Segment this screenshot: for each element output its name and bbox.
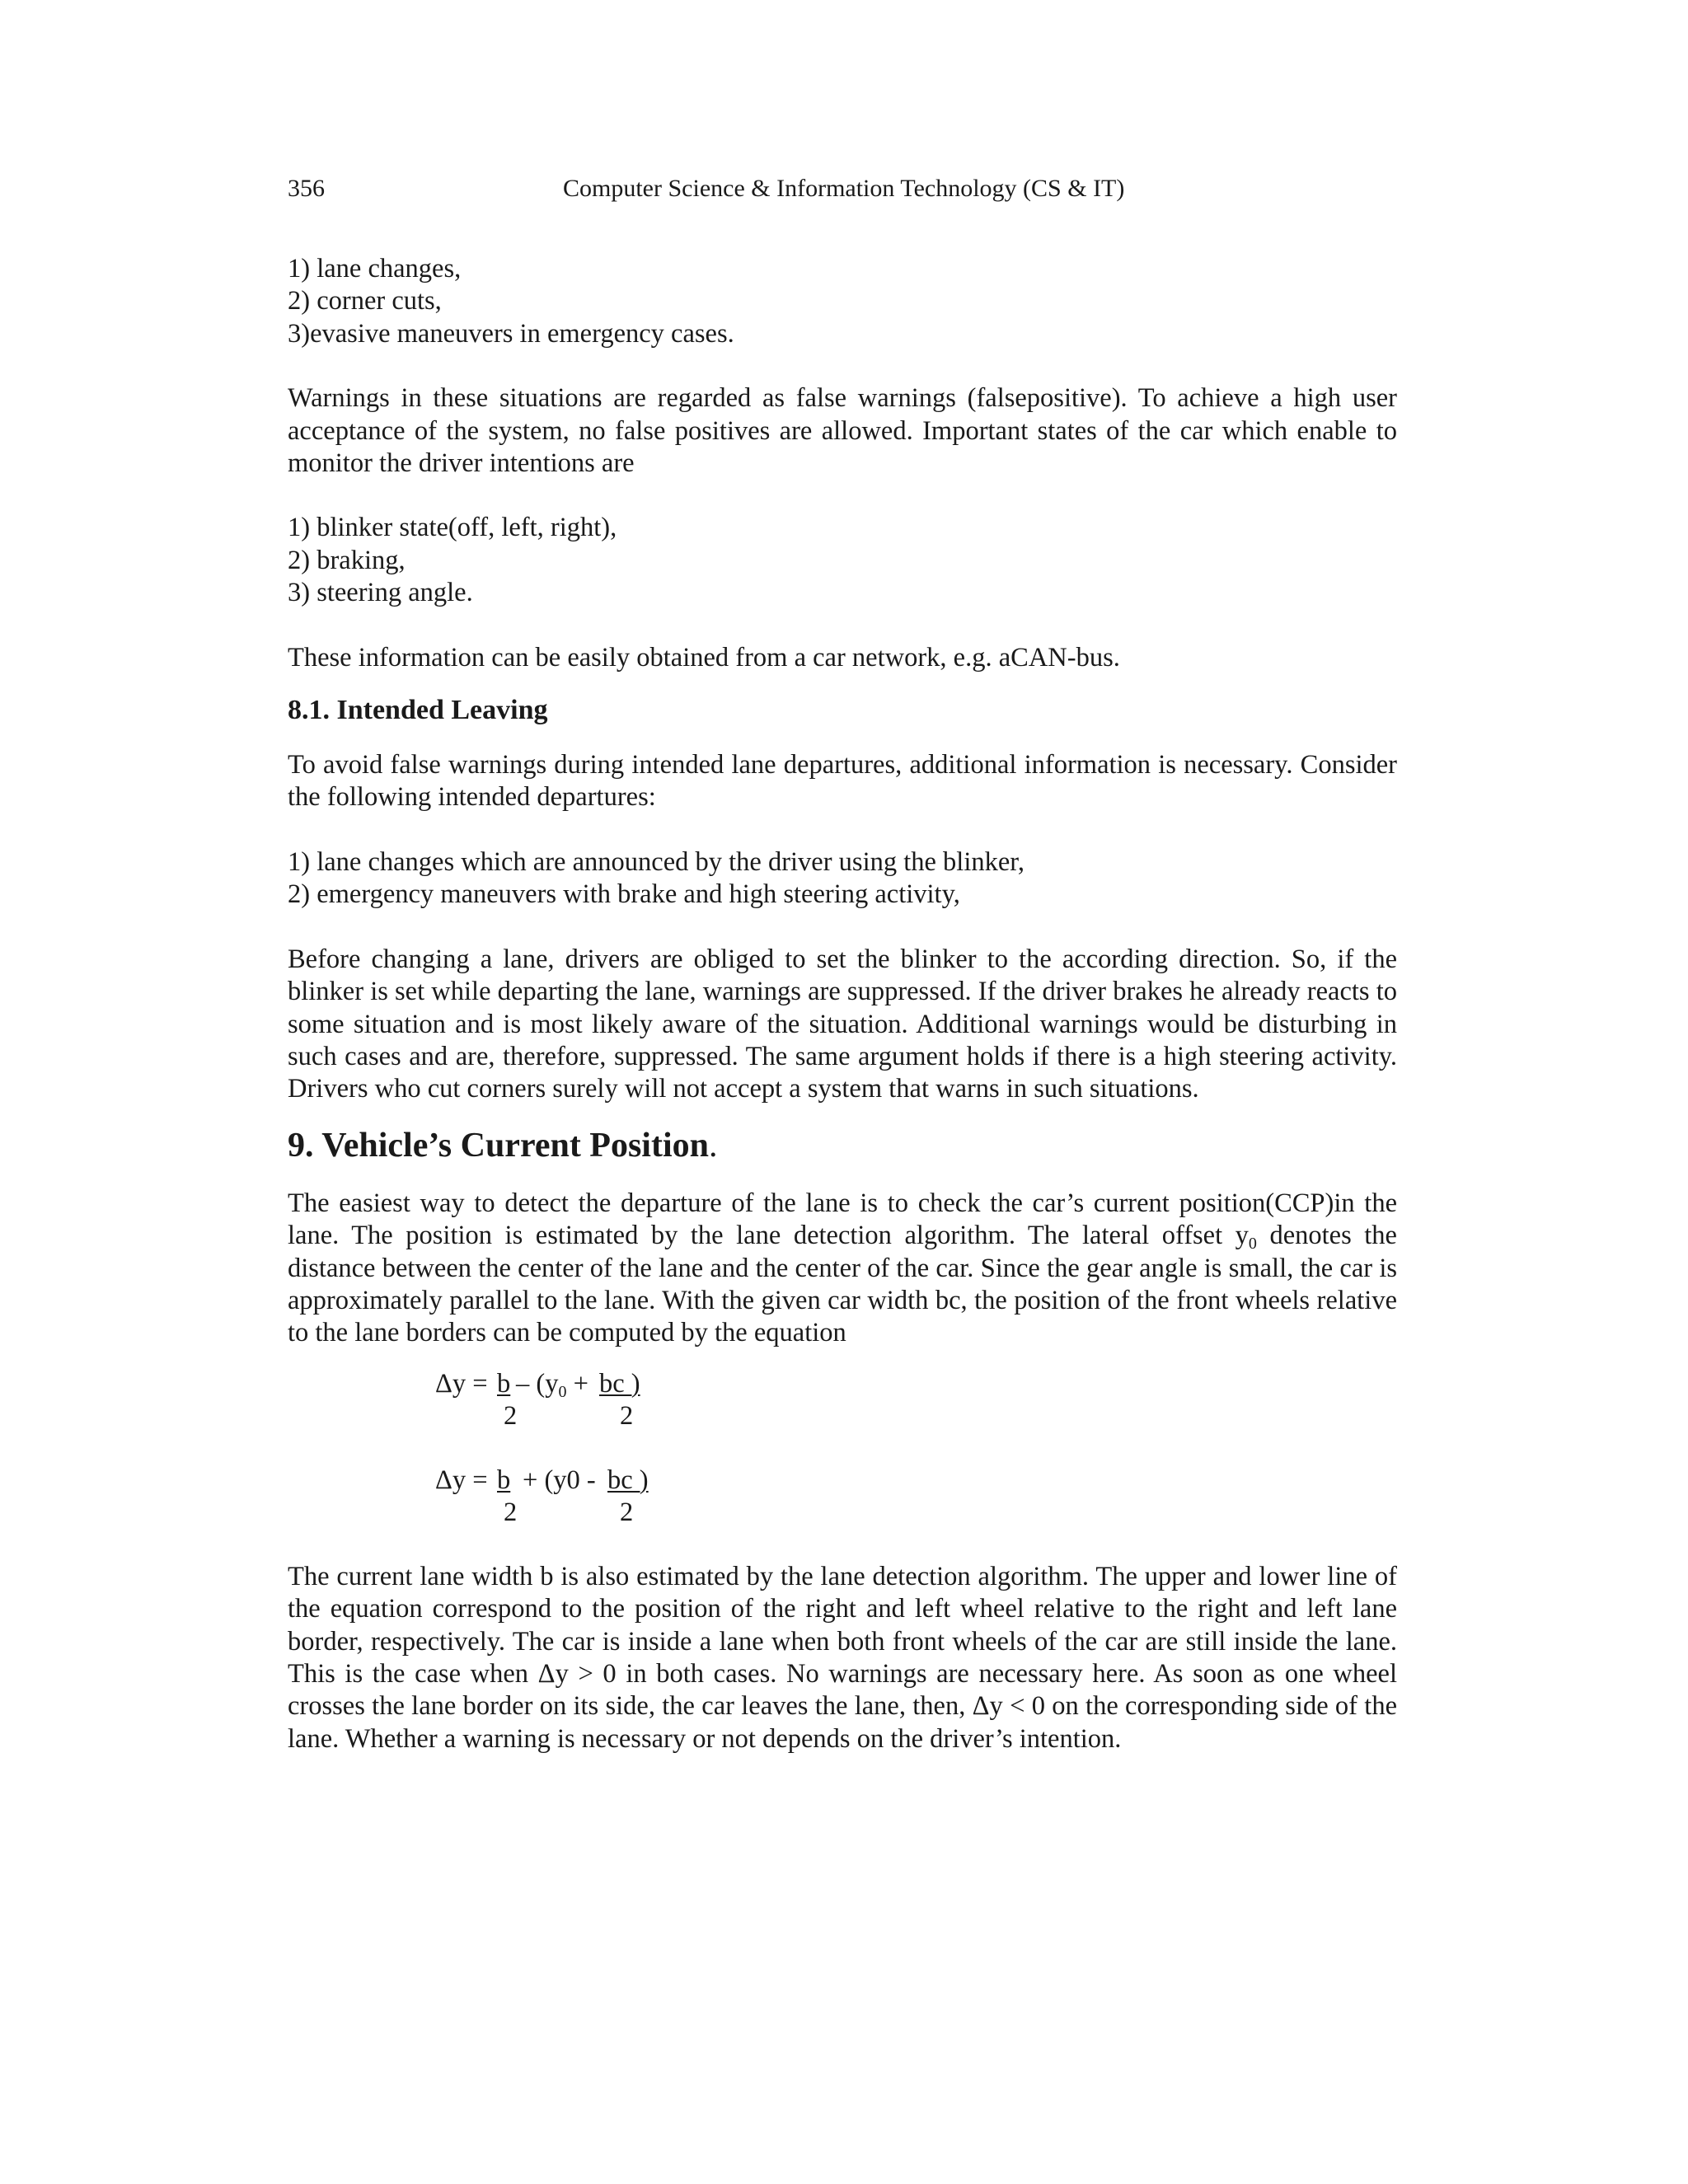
list-item: 2) emergency maneuvers with brake and high steering activity,: [288, 879, 960, 910]
subscript: 0: [1248, 1235, 1257, 1254]
paragraph-intended-departures: To avoid false warnings during intended lane departures, additional information is necessary. Consider the following intended departures:: [288, 750, 1397, 813]
eq-denominator: 2: [504, 1400, 518, 1431]
page-number: 356: [288, 175, 325, 202]
paragraph-text: The easiest way to detect the departure of the lane is to check the car’s current position(CCP)in the lane. The position is estimated by the lane detection algorithm. The lateral offset y: [288, 1188, 1397, 1251]
section-heading-intended-leaving: 8.1. Intended Leaving: [288, 695, 548, 726]
list-item: 2) braking,: [288, 545, 406, 575]
car-states-list: [288, 512, 1397, 609]
eq-numerator-b: b: [497, 1368, 511, 1399]
eq-denominator: 2: [620, 1400, 634, 1431]
eq-denominator: 2: [620, 1497, 634, 1527]
page-content: [288, 253, 1397, 1755]
equation-lower: [288, 1465, 1397, 1530]
eq-numerator-bc: bc ): [599, 1368, 640, 1399]
list-item: 1) lane changes,: [288, 254, 462, 284]
paragraph-can-bus: These information can be easily obtained from a car network, e.g. aCAN-bus.: [288, 642, 1120, 673]
paragraph-false-warnings: Warnings in these situations are regarded as false warnings (falsepositive). To achieve a high user acceptance of the system, no false positives are allowed. Important states of the car which enable to monitor the driver intentions are: [288, 383, 1397, 479]
paragraph-blinker: Before changing a lane, drivers are obliged to set the blinker to the according direction. So, if the blinker is set while departing the lane, warnings are suppressed. If the driver brakes he already reacts to some situation and is most likely aware of the situation. Additional warnings would be disturbing in such cases and are, therefore, suppressed. The same argument holds if there is a high steering activity. Drivers who cut corners surely will not accept a system that warns in such situations.: [288, 944, 1397, 1104]
journal-title: Computer Science & Information Technology (CS & IT): [563, 175, 1125, 202]
eq-operator: + (y0 -: [523, 1465, 596, 1495]
list-item: 1) lane changes which are announced by the driver using the blinker,: [288, 846, 1025, 877]
list-item: 1) blinker state(off, left, right),: [288, 513, 617, 543]
intended-departures-list: [288, 846, 1397, 912]
section-title-period: .: [709, 1126, 718, 1165]
list-item: 3)evasive maneuvers in emergency cases.: [288, 318, 734, 349]
section-heading-vehicle-position: [288, 1126, 1397, 1165]
paragraph-lane-width: The current lane width b is also estimated by the lane detection algorithm. The upper and lower line of the equation correspond to the position of the right and left wheel relative to the right and left lane border, respectively. The car is inside a lane when both front wheels of the car are still inside the lane. This is the case when Δy > 0 in both cases. No warnings are necessary here. As soon as one wheel crosses the lane border on its side, the car leaves the lane, then, Δy < 0 on the corresponding side of the lane. Whether a warning is necessary or not depends on the driver’s intention.: [288, 1561, 1397, 1754]
page-header: [288, 175, 1397, 211]
eq-lhs: Δy =: [435, 1465, 488, 1495]
eq-denominator: 2: [504, 1497, 518, 1527]
section-title: 9. Vehicle’s Current Position: [288, 1126, 709, 1165]
eq-numerator-b: b: [497, 1465, 511, 1495]
eq-lhs: Δy =: [435, 1368, 488, 1399]
equation-upper: [288, 1368, 1397, 1434]
eq-operator: – ($y_0$ +: [516, 1368, 588, 1401]
paragraph-text: denotes the distance between the center of the lane and the center of the car. Since the gear angle is small, the car is approximately parallel to the lane. With the given car width bc, the position of the front wheels relative to the lane borders can be computed by the equation: [288, 1221, 1397, 1348]
paragraph-current-position: [288, 1188, 1397, 1350]
list-item: 2) corner cuts,: [288, 286, 442, 316]
situations-list: [288, 253, 1397, 350]
eq-numerator-bc: bc ): [607, 1465, 649, 1495]
list-item: 3) steering angle.: [288, 578, 473, 608]
